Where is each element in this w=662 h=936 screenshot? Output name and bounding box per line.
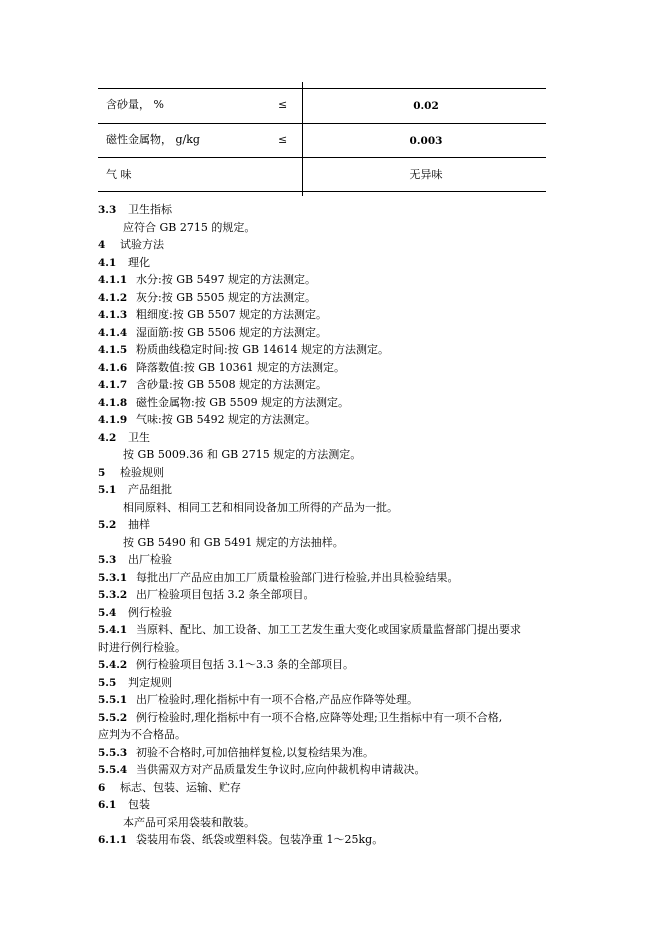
table-row-operator: ≤ bbox=[278, 133, 288, 146]
table-rule-bottom bbox=[98, 191, 546, 192]
section-number: 5.4 bbox=[98, 606, 117, 619]
section-line bbox=[98, 290, 316, 306]
body-paragraph bbox=[123, 535, 344, 551]
section-line bbox=[98, 395, 349, 411]
table-row-value: 0.003 bbox=[409, 135, 443, 147]
section-number: 5.5.2 bbox=[98, 711, 128, 724]
section-text: 出厂检验项目包括 3.2 条全部项目。 bbox=[136, 588, 315, 601]
section-number: 4.1 bbox=[98, 256, 117, 269]
section-text: 抽样 bbox=[128, 518, 150, 531]
section-text: 当供需双方对产品质量发生争议时,应向仲裁机构申请裁决。 bbox=[136, 763, 426, 776]
section-line bbox=[98, 342, 389, 358]
body-paragraph bbox=[123, 500, 398, 516]
section-line bbox=[98, 587, 315, 603]
section-text: 判定规则 bbox=[128, 675, 172, 689]
section-line bbox=[98, 797, 150, 813]
section-text: 试验方法 bbox=[120, 238, 164, 251]
section-text: 标志、包装、运输、贮存 bbox=[120, 780, 241, 794]
section-text: 粗细度:按 GB 5507 规定的方法测定。 bbox=[136, 308, 328, 321]
section-number: 4.1.6 bbox=[98, 361, 128, 374]
table-row-operator: ≤ bbox=[278, 98, 288, 111]
section-line bbox=[98, 517, 150, 533]
section-line bbox=[98, 430, 150, 446]
section-text: 例行检验项目包括 3.1～3.3 条的全部项目。 bbox=[136, 658, 354, 671]
section-text: 例行检验时,理化指标中有一项不合格,应降等处理;卫生指标中有一项不合格, bbox=[136, 710, 503, 724]
section-text: 理化 bbox=[128, 255, 150, 269]
table-row-label: 气 味 bbox=[106, 168, 132, 181]
section-line bbox=[98, 657, 354, 673]
section-text: 包装 bbox=[128, 798, 150, 811]
section-number: 5.5.1 bbox=[98, 694, 128, 706]
section-text: 卫生 bbox=[128, 430, 150, 444]
section-number: 5.4.2 bbox=[98, 659, 128, 671]
section-line bbox=[98, 762, 426, 778]
section-number: 6.1.1 bbox=[98, 834, 128, 846]
section-number: 5.5.3 bbox=[98, 746, 128, 759]
section-line bbox=[98, 202, 172, 218]
table-row-value: 无异味 bbox=[409, 168, 443, 181]
section-number: 5.1 bbox=[98, 484, 117, 496]
section-number: 4.1.7 bbox=[98, 379, 128, 391]
section-text: 袋装用布袋、纸袋或塑料袋。包装净重 1～25kg。 bbox=[136, 833, 384, 846]
body-paragraph bbox=[98, 727, 186, 743]
section-number: 3.3 bbox=[98, 204, 117, 216]
section-line bbox=[98, 377, 327, 393]
body-paragraph bbox=[123, 220, 255, 236]
section-number: 5.3.2 bbox=[98, 589, 128, 601]
section-text: 检验规则 bbox=[120, 465, 164, 479]
section-line bbox=[98, 482, 172, 498]
section-line bbox=[98, 272, 316, 288]
section-text: 时进行例行检验。 bbox=[98, 640, 186, 654]
table-rule bbox=[98, 157, 546, 158]
section-number: 4.1.8 bbox=[98, 396, 128, 409]
section-line bbox=[98, 710, 502, 726]
table-column-divider bbox=[302, 82, 303, 196]
section-text: 按 GB 5490 和 GB 5491 规定的方法抽样。 bbox=[123, 535, 344, 549]
section-number: 5.3.1 bbox=[98, 571, 128, 584]
section-text: 相同原料、相同工艺和相同设备加工所得的产品为一批。 bbox=[123, 500, 398, 514]
section-line bbox=[98, 412, 316, 428]
section-line bbox=[98, 622, 521, 638]
section-line bbox=[98, 552, 172, 568]
section-text: 例行检验 bbox=[128, 605, 172, 619]
section-number: 4.1.3 bbox=[98, 309, 128, 321]
section-line bbox=[98, 745, 374, 761]
section-line bbox=[98, 692, 418, 708]
section-number: 5 bbox=[98, 466, 106, 479]
section-line bbox=[98, 465, 164, 481]
section-number: 4.1.5 bbox=[98, 344, 128, 356]
section-text: 出厂检验 bbox=[128, 553, 172, 566]
table-row-label: 含砂量， % bbox=[106, 98, 164, 111]
section-text: 初验不合格时,可加倍抽样复检,以复检结果为准。 bbox=[136, 745, 374, 759]
body-paragraph bbox=[123, 815, 255, 831]
section-line bbox=[98, 780, 241, 796]
section-line bbox=[98, 255, 150, 271]
section-number: 5.4.1 bbox=[98, 624, 128, 636]
section-line bbox=[98, 307, 327, 323]
table-row-label: 磁性金属物， g/kg bbox=[106, 133, 200, 146]
section-number: 6 bbox=[98, 781, 106, 794]
section-line bbox=[98, 360, 345, 376]
section-number: 4.2 bbox=[98, 431, 117, 444]
section-text: 气味:按 GB 5492 规定的方法测定。 bbox=[136, 413, 317, 426]
section-number: 4 bbox=[98, 239, 106, 251]
section-text: 应符合 GB 2715 的规定。 bbox=[123, 220, 256, 234]
section-number: 5.5 bbox=[98, 676, 117, 689]
section-number: 5.3 bbox=[98, 554, 117, 566]
section-text: 出厂检验时,理化指标中有一项不合格,产品应作降等处理。 bbox=[136, 693, 418, 706]
table-rule bbox=[98, 123, 546, 124]
section-text: 卫生指标 bbox=[128, 203, 172, 216]
section-number: 4.1.1 bbox=[98, 274, 128, 286]
section-number: 5.5.4 bbox=[98, 764, 128, 776]
section-text: 灰分:按 GB 5505 规定的方法测定。 bbox=[136, 290, 317, 304]
section-text: 按 GB 5009.36 和 GB 2715 规定的方法测定。 bbox=[123, 448, 362, 461]
section-line bbox=[98, 605, 172, 621]
section-line bbox=[98, 325, 327, 341]
section-text: 应判为不合格品。 bbox=[98, 728, 186, 741]
section-text: 含砂量:按 GB 5508 规定的方法测定。 bbox=[136, 378, 328, 391]
section-text: 每批出厂产品应由加工厂质量检验部门进行检验,并出具检验结果。 bbox=[136, 570, 459, 584]
section-line bbox=[98, 832, 383, 848]
section-number: 4.1.9 bbox=[98, 414, 128, 426]
body-paragraph bbox=[98, 640, 186, 656]
section-number: 4.1.4 bbox=[98, 326, 128, 339]
section-text: 磁性金属物:按 GB 5509 规定的方法测定。 bbox=[136, 395, 350, 409]
section-number: 4.1.2 bbox=[98, 291, 128, 304]
section-text: 湿面筋:按 GB 5506 规定的方法测定。 bbox=[136, 325, 328, 339]
table-rule-top bbox=[98, 88, 546, 89]
section-number: 5.2 bbox=[98, 519, 117, 531]
section-text: 本产品可采用袋装和散装。 bbox=[123, 815, 255, 829]
table-row-value: 0.02 bbox=[413, 100, 439, 112]
section-text: 水分:按 GB 5497 规定的方法测定。 bbox=[136, 273, 317, 286]
section-text: 降落数值:按 GB 10361 规定的方法测定。 bbox=[136, 360, 346, 374]
section-line bbox=[98, 237, 164, 253]
section-text: 当原料、配比、加工设备、加工工艺发生重大变化或国家质量监督部门提出要求 bbox=[136, 623, 521, 636]
section-text: 产品组批 bbox=[128, 483, 172, 496]
section-line bbox=[98, 570, 459, 586]
body-paragraph bbox=[123, 447, 361, 463]
section-line bbox=[98, 675, 172, 691]
section-number: 6.1 bbox=[98, 799, 117, 811]
section-text: 粉质曲线稳定时间:按 GB 14614 规定的方法测定。 bbox=[136, 343, 390, 356]
